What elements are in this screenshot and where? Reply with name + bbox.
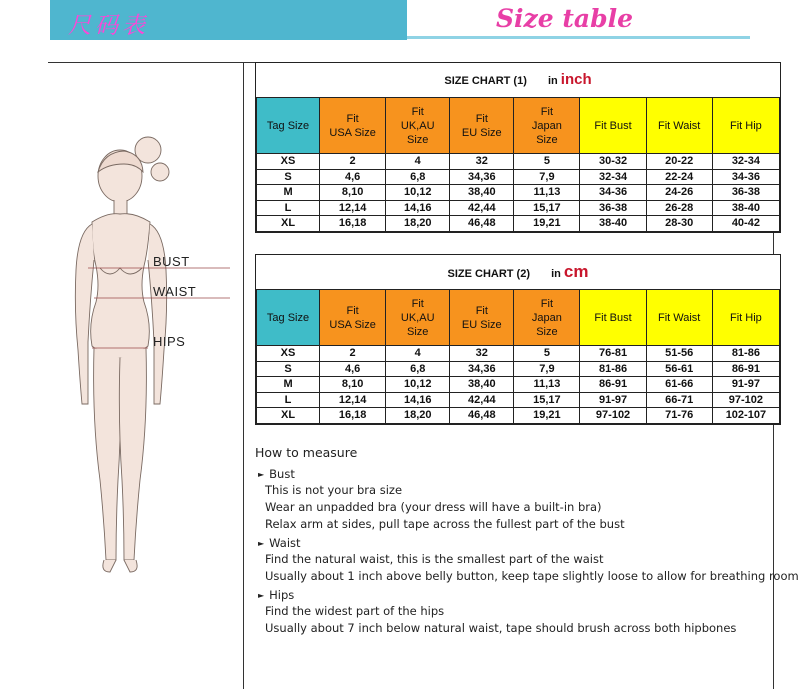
table-cell-fit-waist: 61-66	[646, 377, 712, 393]
size-chart-inch	[255, 62, 781, 233]
table-cell-fit-bust: 81-86	[580, 361, 646, 377]
howto-hips-heading	[258, 587, 785, 603]
bullet-arrow-icon: ►	[258, 538, 265, 548]
table-cell-fit-hip: 97-102	[712, 392, 779, 408]
chart2-header-fit-waist: Fit Waist	[646, 290, 712, 346]
left-foot	[103, 560, 116, 572]
table-cell-fit-eu-size: 32	[450, 154, 514, 170]
frame-top-left	[48, 62, 243, 63]
table-cell-tag-size: M	[257, 185, 320, 201]
howto-waist-label: Waist	[269, 536, 301, 550]
howto-hips-label: Hips	[269, 588, 295, 602]
table-cell-tag-size: XS	[257, 346, 320, 362]
chart2-header-fit-eu-size: Fit EU Size	[450, 290, 514, 346]
table-cell-fit-japan-size: 15,17	[514, 200, 580, 216]
table-cell-fit-usa-size: 12,14	[320, 392, 386, 408]
table-cell-fit-bust: 36-38	[580, 200, 646, 216]
chart1-body	[257, 154, 780, 232]
chart2-title-row	[256, 255, 780, 289]
table-cell-fit-japan-size: 7,9	[514, 361, 580, 377]
table-cell-fit-bust: 97-102	[580, 408, 646, 424]
how-to-measure	[255, 445, 799, 637]
chart2-header-fit-japan-size: Fit Japan Size	[514, 290, 580, 346]
waist-label: WAIST	[153, 284, 197, 299]
chart1-header-fit-bust: Fit Bust	[580, 98, 646, 154]
chart1-header-fit-japan-size: Fit Japan Size	[514, 98, 580, 154]
table-cell-fit-japan-size: 15,17	[514, 392, 580, 408]
table-cell-fit-uk-au-size: 4	[386, 346, 450, 362]
table-cell-fit-uk-au-size: 4	[386, 154, 450, 170]
table-cell-fit-japan-size: 11,13	[514, 377, 580, 393]
table-cell-tag-size: L	[257, 200, 320, 216]
table-cell-fit-hip: 91-97	[712, 377, 779, 393]
table-cell-fit-japan-size: 7,9	[514, 169, 580, 185]
table-cell-fit-uk-au-size: 10,12	[386, 377, 450, 393]
table-cell-fit-bust: 86-91	[580, 377, 646, 393]
chart2-body	[257, 346, 780, 424]
howto-bust-line: Wear an unpadded bra (your dress will have a built-in bra)	[265, 500, 602, 514]
chart1-unit: inch	[560, 71, 592, 88]
chart1-header-fit-hip: Fit Hip	[712, 98, 779, 154]
page-title: Size table	[496, 4, 633, 33]
chart2-header-tag-size: Tag Size	[257, 290, 320, 346]
chart1-table	[256, 97, 780, 232]
table-cell-fit-uk-au-size: 6,8	[386, 169, 450, 185]
table-cell-fit-eu-size: 34,36	[450, 361, 514, 377]
table-cell-fit-japan-size: 19,21	[514, 216, 580, 232]
table-row	[257, 377, 780, 393]
table-cell-fit-uk-au-size: 18,20	[386, 216, 450, 232]
chart2-unit-prefix: in	[551, 268, 561, 280]
table-cell-fit-waist: 56-61	[646, 361, 712, 377]
chart2-header-fit-usa-size: Fit USA Size	[320, 290, 386, 346]
hair-side-bun	[151, 163, 169, 181]
table-cell-tag-size: L	[257, 392, 320, 408]
table-cell-fit-usa-size: 2	[320, 346, 386, 362]
chart1-header-fit-waist: Fit Waist	[646, 98, 712, 154]
table-cell-fit-uk-au-size: 14,16	[386, 200, 450, 216]
right-leg	[119, 348, 146, 560]
table-cell-fit-bust: 34-36	[580, 185, 646, 201]
table-cell-fit-usa-size: 12,14	[320, 200, 386, 216]
table-cell-tag-size: XL	[257, 216, 320, 232]
table-cell-fit-hip: 40-42	[712, 216, 779, 232]
table-cell-fit-uk-au-size: 6,8	[386, 361, 450, 377]
table-row	[257, 169, 780, 185]
howto-bust-line: This is not your bra size	[265, 483, 403, 497]
table-cell-fit-eu-size: 42,44	[450, 392, 514, 408]
table-cell-tag-size: XL	[257, 408, 320, 424]
chart2-header-fit-hip: Fit Hip	[712, 290, 779, 346]
table-row	[257, 154, 780, 170]
table-cell-fit-waist: 66-71	[646, 392, 712, 408]
howto-waist-heading	[258, 535, 785, 551]
chart1-header-fit-eu-size: Fit EU Size	[450, 98, 514, 154]
table-cell-fit-uk-au-size: 18,20	[386, 408, 450, 424]
torso	[91, 214, 150, 358]
table-cell-tag-size: S	[257, 169, 320, 185]
table-cell-fit-waist: 26-28	[646, 200, 712, 216]
howto-hips-line: Usually about 7 inch below natural waist, tape should brush across both hipbones	[265, 621, 737, 635]
body-figure-illustration	[48, 120, 248, 590]
table-cell-fit-usa-size: 16,18	[320, 216, 386, 232]
howto-title: How to measure	[255, 445, 358, 460]
chart2-header-fit-bust: Fit Bust	[580, 290, 646, 346]
table-cell-fit-waist: 28-30	[646, 216, 712, 232]
table-cell-fit-usa-size: 16,18	[320, 408, 386, 424]
chart2-table	[256, 289, 780, 424]
table-cell-fit-eu-size: 46,48	[450, 408, 514, 424]
table-cell-fit-waist: 71-76	[646, 408, 712, 424]
table-cell-fit-hip: 36-38	[712, 185, 779, 201]
chart1-header-fit-usa-size: Fit USA Size	[320, 98, 386, 154]
chart1-title-row	[256, 63, 780, 97]
table-cell-fit-eu-size: 32	[450, 346, 514, 362]
chart2-title: SIZE CHART (2)	[447, 268, 530, 280]
left-arm	[75, 224, 94, 404]
howto-bust-heading	[258, 466, 785, 482]
table-cell-fit-waist: 20-22	[646, 154, 712, 170]
table-cell-fit-eu-size: 34,36	[450, 169, 514, 185]
table-cell-fit-hip: 38-40	[712, 200, 779, 216]
table-row	[257, 200, 780, 216]
table-cell-fit-eu-size: 38,40	[450, 377, 514, 393]
table-cell-fit-usa-size: 4,6	[320, 361, 386, 377]
size-chart-cm	[255, 254, 781, 425]
chart2-header-fit-uk-au-size: Fit UK,AU Size	[386, 290, 450, 346]
table-cell-fit-hip: 32-34	[712, 154, 779, 170]
left-leg	[94, 348, 121, 560]
right-arm	[148, 224, 167, 404]
table-cell-fit-uk-au-size: 10,12	[386, 185, 450, 201]
table-cell-fit-usa-size: 8,10	[320, 377, 386, 393]
howto-waist-line: Find the natural waist, this is the smallest part of the waist	[265, 552, 604, 566]
howto-hips-line: Find the widest part of the hips	[265, 604, 445, 618]
table-row	[257, 216, 780, 232]
table-cell-fit-usa-size: 2	[320, 154, 386, 170]
howto-bust-line: Relax arm at sides, pull tape across the fullest part of the bust	[265, 517, 625, 531]
chart1-unit-prefix: in	[547, 75, 558, 87]
table-cell-tag-size: XS	[257, 154, 320, 170]
table-cell-fit-eu-size: 38,40	[450, 185, 514, 201]
table-cell-fit-eu-size: 42,44	[450, 200, 514, 216]
chart1-header-tag-size: Tag Size	[257, 98, 320, 154]
chart1-header-row	[257, 98, 780, 154]
table-cell-fit-hip: 86-91	[712, 361, 779, 377]
table-cell-fit-hip: 102-107	[712, 408, 779, 424]
chart2-unit: cm	[563, 262, 589, 281]
table-cell-tag-size: M	[257, 377, 320, 393]
bullet-arrow-icon: ►	[258, 590, 265, 600]
chart1-title: SIZE CHART (1)	[444, 75, 527, 87]
table-cell-fit-japan-size: 5	[514, 346, 580, 362]
table-cell-fit-waist: 22-24	[646, 169, 712, 185]
table-row	[257, 361, 780, 377]
chart2-header-row	[257, 290, 780, 346]
table-cell-fit-eu-size: 46,48	[450, 216, 514, 232]
table-cell-fit-bust: 38-40	[580, 216, 646, 232]
table-cell-fit-hip: 34-36	[712, 169, 779, 185]
bullet-arrow-icon: ►	[258, 469, 265, 479]
table-row	[257, 185, 780, 201]
table-cell-fit-bust: 32-34	[580, 169, 646, 185]
hips-label: HIPS	[153, 334, 186, 349]
table-row	[257, 346, 780, 362]
table-cell-fit-usa-size: 4,6	[320, 169, 386, 185]
table-cell-fit-japan-size: 19,21	[514, 408, 580, 424]
howto-bust-label: Bust	[269, 467, 295, 481]
neck	[114, 200, 127, 214]
table-cell-fit-uk-au-size: 14,16	[386, 392, 450, 408]
table-cell-fit-waist: 24-26	[646, 185, 712, 201]
table-cell-fit-waist: 51-56	[646, 346, 712, 362]
table-row	[257, 392, 780, 408]
table-cell-fit-hip: 81-86	[712, 346, 779, 362]
brand-chinese-title: 尺码表	[68, 13, 149, 39]
howto-waist-line: Usually about 1 inch above belly button, keep tape slightly loose to allow for breathing room	[265, 569, 799, 583]
table-cell-fit-japan-size: 11,13	[514, 185, 580, 201]
table-cell-fit-japan-size: 5	[514, 154, 580, 170]
header-underline	[407, 36, 750, 39]
table-cell-fit-usa-size: 8,10	[320, 185, 386, 201]
table-cell-tag-size: S	[257, 361, 320, 377]
chart1-header-fit-uk-au-size: Fit UK,AU Size	[386, 98, 450, 154]
table-row	[257, 408, 780, 424]
right-foot	[124, 560, 137, 572]
table-cell-fit-bust: 76-81	[580, 346, 646, 362]
table-cell-fit-bust: 30-32	[580, 154, 646, 170]
table-cell-fit-bust: 91-97	[580, 392, 646, 408]
bust-label: BUST	[153, 254, 190, 269]
